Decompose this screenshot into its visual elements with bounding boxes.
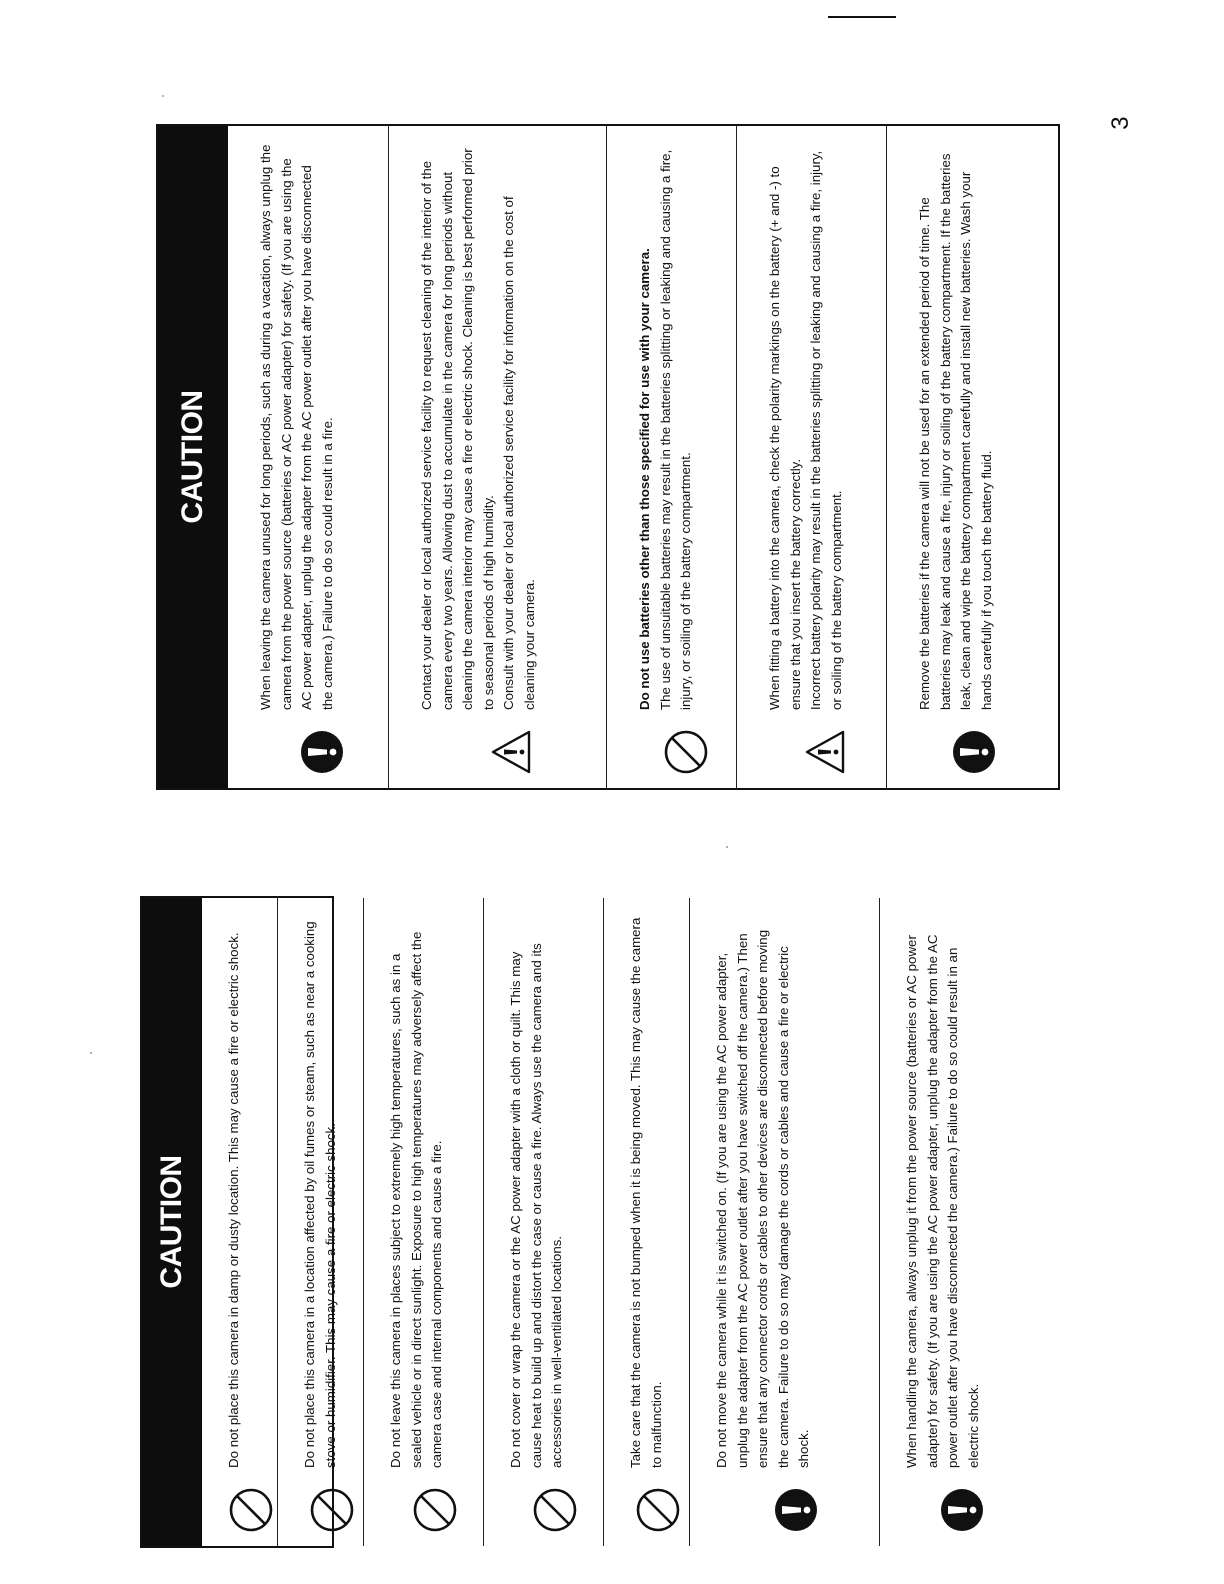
caution-text xyxy=(902,898,984,1474)
caution-title: CAUTION xyxy=(158,126,228,788)
caution-body-text: Do not place this camera in a location affected by oil fumes or steam, such as near a cooking stove or humidifier. This may cause a fire or electric shock. xyxy=(302,921,338,1468)
prohibition-icon xyxy=(506,1474,603,1546)
caution-text xyxy=(635,126,697,716)
caution-panel-left xyxy=(140,896,981,1548)
caution-text xyxy=(712,898,815,1474)
caution-body-text: When fitting a battery into the camera, check the polarity markings on the battery (+ and -) to ensure that you insert the battery correctly. xyxy=(767,166,803,710)
caution-extra-text: Consult with your dealer or local authorized service facility for information on the cost of cleaning your camera. xyxy=(501,196,537,710)
caution-body-text: Do not cover or wrap the camera or the AC power adapter with a cloth or quilt. This may cause heat to build up and distort the case or cause a fire. Always use the camera and its accessories in well-ventilated locations. xyxy=(508,943,564,1468)
caution-body-text: When handling the camera, always unplug it from the power source (batteries or AC power adapter) for safety. (If you are using the AC power adapter, unplug the adapter from the AC power outlet after you have disconnected the camera.) Failure to do so could result in an electric shock. xyxy=(904,934,981,1468)
caution-item xyxy=(606,126,736,788)
prohibition-icon xyxy=(386,1474,483,1546)
prohibition-icon xyxy=(224,1474,277,1546)
caution-title: CAUTION xyxy=(142,898,202,1546)
scan-speck xyxy=(90,1052,92,1054)
caution-list xyxy=(228,126,1058,788)
exclamation-circle-icon xyxy=(256,716,388,788)
caution-item xyxy=(202,898,277,1546)
caution-item xyxy=(228,126,388,788)
exclamation-circle-icon xyxy=(712,1474,879,1546)
caution-body-text: The use of unsuitable batteries may result in the batteries splitting or leaking and causing a fire, injury, or soiling of the battery compartment. xyxy=(657,149,693,710)
caution-item xyxy=(603,898,689,1546)
scan-speck xyxy=(162,95,164,97)
caution-item xyxy=(388,126,606,788)
caution-text xyxy=(915,126,997,716)
caution-text xyxy=(224,898,245,1474)
caution-panel-right xyxy=(156,124,1060,790)
caution-text xyxy=(386,898,448,1474)
caution-item xyxy=(886,126,1032,788)
caution-text xyxy=(626,898,667,1474)
top-rule xyxy=(828,16,896,18)
exclamation-circle-icon xyxy=(915,716,1032,788)
caution-body-text: Do not leave this camera in places subject to extremely high temperatures, such as in a sealed vehicle or in direct sunlight. Exposure to high temperatures may adversely affect the camera case and internal components and cause a fire. xyxy=(388,931,444,1468)
warning-triangle-icon xyxy=(765,716,886,788)
caution-body-text: Contact your dealer or local authorized service facility to request cleaning of the interior of the camera every two years. Allowing dust to accumulate in the camera for long periods without cleaning the camera interior may cause a fire or electric shock. Cleaning is best performed prior to seasonal periods of high humidity. xyxy=(419,148,496,710)
page-number: 3 xyxy=(1107,116,1134,130)
prohibition-icon xyxy=(635,716,736,788)
caution-item xyxy=(736,126,886,788)
caution-lead: Do not use batteries other than those specified for use with your camera. xyxy=(637,248,652,710)
caution-body-text: When leaving the camera unused for long periods, such as during a vacation, always unplug the camera from the power source (batteries or AC power adapter) for safety. (If you are using the AC power adapter, unplug the adapter from the AC power outlet after you have disconnected the camera.) Failure to do so could result in a fire. xyxy=(258,144,335,710)
caution-text xyxy=(417,126,540,716)
caution-body-text: Remove the batteries if the camera will not be used for an extended period of time. The batteries may leak and cause a fire, injury or soiling of the battery compartment. If the batteries leak, clean and wipe the battery compartment carefully and install new batteries. Wash your hands carefully if you touch the battery fluid. xyxy=(917,153,994,710)
caution-body-text: Do not move the camera while it is switched on. (If you are using the AC power adapter, unplug the adapter from the AC power outlet after you have switched off the camera.) Then ensure that any connector cords or cables to other devices are disconnected before moving the camera. Failure to do so may damage the cords or cables and cause a fire or electric shock. xyxy=(714,929,811,1468)
caution-item xyxy=(363,898,483,1546)
warning-triangle-icon xyxy=(417,716,606,788)
caution-text xyxy=(506,898,568,1474)
caution-item xyxy=(689,898,879,1546)
caution-text xyxy=(765,126,847,716)
caution-body-text: Do not place this camera in damp or dusty location. This may cause a fire or electric shock. xyxy=(226,932,241,1468)
caution-text xyxy=(256,126,338,716)
caution-body-text: Take care that the camera is not bumped when it is being moved. This may cause the camera to malfunction. xyxy=(628,917,664,1468)
caution-item xyxy=(277,898,363,1546)
caution-list xyxy=(202,898,1021,1546)
caution-extra-text: Incorrect battery polarity may result in the batteries splitting or leaking and causing a fire, injury, or soiling of the battery compartment. xyxy=(808,150,844,710)
caution-item xyxy=(879,898,1021,1546)
prohibition-icon xyxy=(300,1474,363,1546)
caution-text xyxy=(300,898,341,1474)
scan-speck xyxy=(726,846,728,848)
exclamation-circle-icon xyxy=(902,1474,1021,1546)
prohibition-icon xyxy=(626,1474,689,1546)
caution-item xyxy=(483,898,603,1546)
